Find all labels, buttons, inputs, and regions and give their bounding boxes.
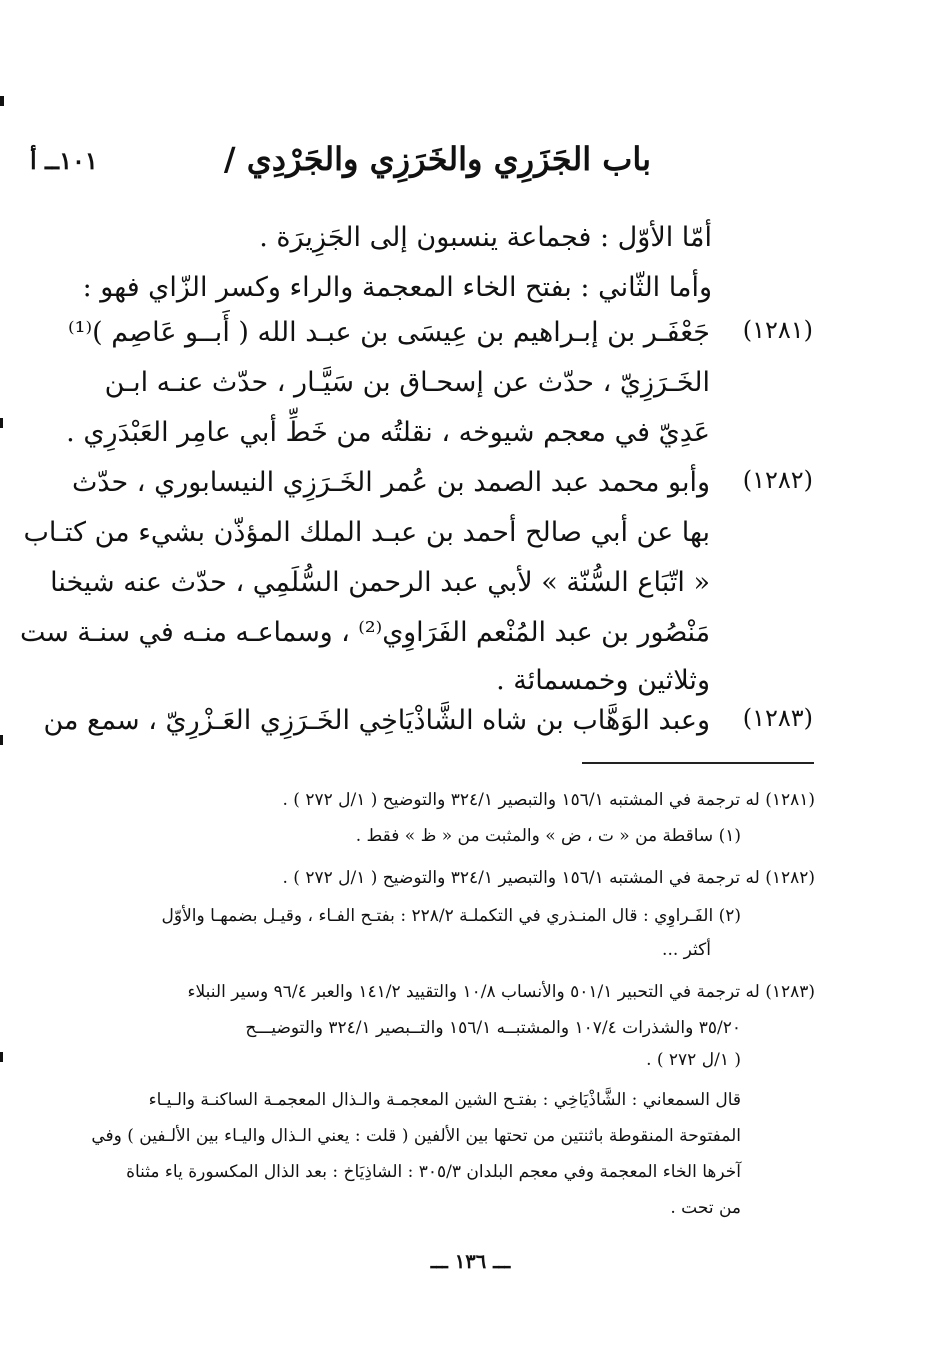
- footnote-1281: (١٢٨١) له ترجمة في المشتبه ١٥٦/١ والتبصير ٣٢٤/١ والتوضيح ( ١/ل ٢٧٢ ) .: [282, 790, 815, 810]
- footnote-1283-continued: ( ١/ل ٢٧٢ ) .: [646, 1050, 741, 1070]
- footnote-1282: (١٢٨٢) له ترجمة في المشتبه ١٥٦/١ والتبصير ٣٢٤/١ والتوضيح ( ١/ل ٢٧٢ ) .: [282, 868, 815, 888]
- scan-mark: [0, 96, 4, 106]
- scan-mark: [0, 418, 3, 428]
- entry-line: جَعْفَـر بن إبـراهيم بن عِيسَى بن عبـد الله ( أَبــو عَاصِم )⁽¹⁾: [68, 317, 710, 348]
- footnote-separator: [582, 762, 814, 764]
- entry-line: « اتّبَاع السُّنّة » لأبي عبد الرحمن السُّلَمِي ، حدّث عنه شيخنا: [50, 567, 710, 598]
- intro-line-1: أمّا الأوّل : فجماعة ينسبون إلى الجَزِيرَة .: [259, 222, 712, 253]
- footnote-1283-continued: ٣٥/٢٠ والشذرات ١٠٧/٤ والمشتبــه ١٥٦/١ والتــبصير ٣٢٤/١ والتوضيـــح: [245, 1018, 741, 1038]
- entry-line: بها عن أبي صالح أحمد بن عبـد الملك المؤذّن بشيء من كتـاب: [23, 517, 710, 548]
- footnote-2-continued: أكثر ...: [662, 940, 711, 960]
- scan-mark: [0, 735, 3, 745]
- intro-line-2: وأما الثّاني : بفتح الخاء المعجمة والراء وكسر الزّاي فهو :: [82, 272, 712, 303]
- entry-line: وأبو محمد عبد الصمد بن عُمر الخَـرَزِي النيسابوري ، حدّث: [71, 467, 710, 498]
- entry-line: مَنْصُور بن عبد المُنْعم الفَرَاوِي⁽²⁾ ، وسماعـه منـه في سنـة ست: [19, 617, 710, 648]
- scan-mark: [0, 1052, 3, 1062]
- entry-number: (١٢٨١): [742, 316, 813, 344]
- page-title: باب الجَزَرِي والخَرَزِي والجَرْدِي /: [223, 140, 651, 178]
- entry-number: (١٢٨٣): [742, 704, 813, 732]
- note-line: قال السمعاني : الشَّاذْيَاخِي : بفتـح الشين المعجمـة والـذال المعجمـة الساكنـة والـيـاء: [148, 1090, 741, 1110]
- entry-line: الخَـرَزِيّ ، حدّث عن إسحـاق بن سَيَّـار ، حدّث عنـه ابـن: [104, 367, 710, 398]
- entry-line: عَدِيّ في معجم شيوخه ، نقلتُه من خَطِّ أبي عامِر العَبْدَرِي .: [66, 417, 710, 448]
- entry-number: (١٢٨٢): [742, 466, 813, 494]
- entry-line: وثلاثين وخمسمائة .: [496, 665, 710, 696]
- page-number: ـــ ١٣٦ ـــ: [430, 1250, 511, 1273]
- note-line: من تحت .: [670, 1198, 741, 1218]
- entry-line: وعبد الوَهَّاب بن شاه الشَّاذْيَاخِي الخَـرَزِي العَـزْرِيّ ، سمع من: [43, 705, 710, 736]
- note-line: المفتوحة المنقوطة باثنتين من تحتها بين الألفين ( قلت : يعني الـذال واليـاء بين الألـفين ) وفي: [91, 1126, 741, 1146]
- footnote-2: (٢) الفَـراوِي : قال المنـذري في التكملـة ٢٢٨/٢ : بفتـح الفـاء ، وقيـل بضمهـا والأوّل: [161, 906, 741, 926]
- footnote-1283: (١٢٨٣) له ترجمة في التحبير ٥٠١/١ والأنساب ١٠/٨ والتقييد ١٤١/٢ والعبر ٩٦/٤ وسير النبلاء: [187, 982, 815, 1002]
- footnote-1: (١) ساقطة من « ت ، ض » والمثبت من « ظ » فقط .: [355, 826, 741, 846]
- folio-reference: ١٠١ــ أ: [30, 146, 98, 175]
- note-line: آخرها الخاء المعجمة وفي معجم البلدان ٣٠٥/٣ : الشاذِيَاخ : بعد الذال المكسورة ياء مثناة: [126, 1162, 741, 1182]
